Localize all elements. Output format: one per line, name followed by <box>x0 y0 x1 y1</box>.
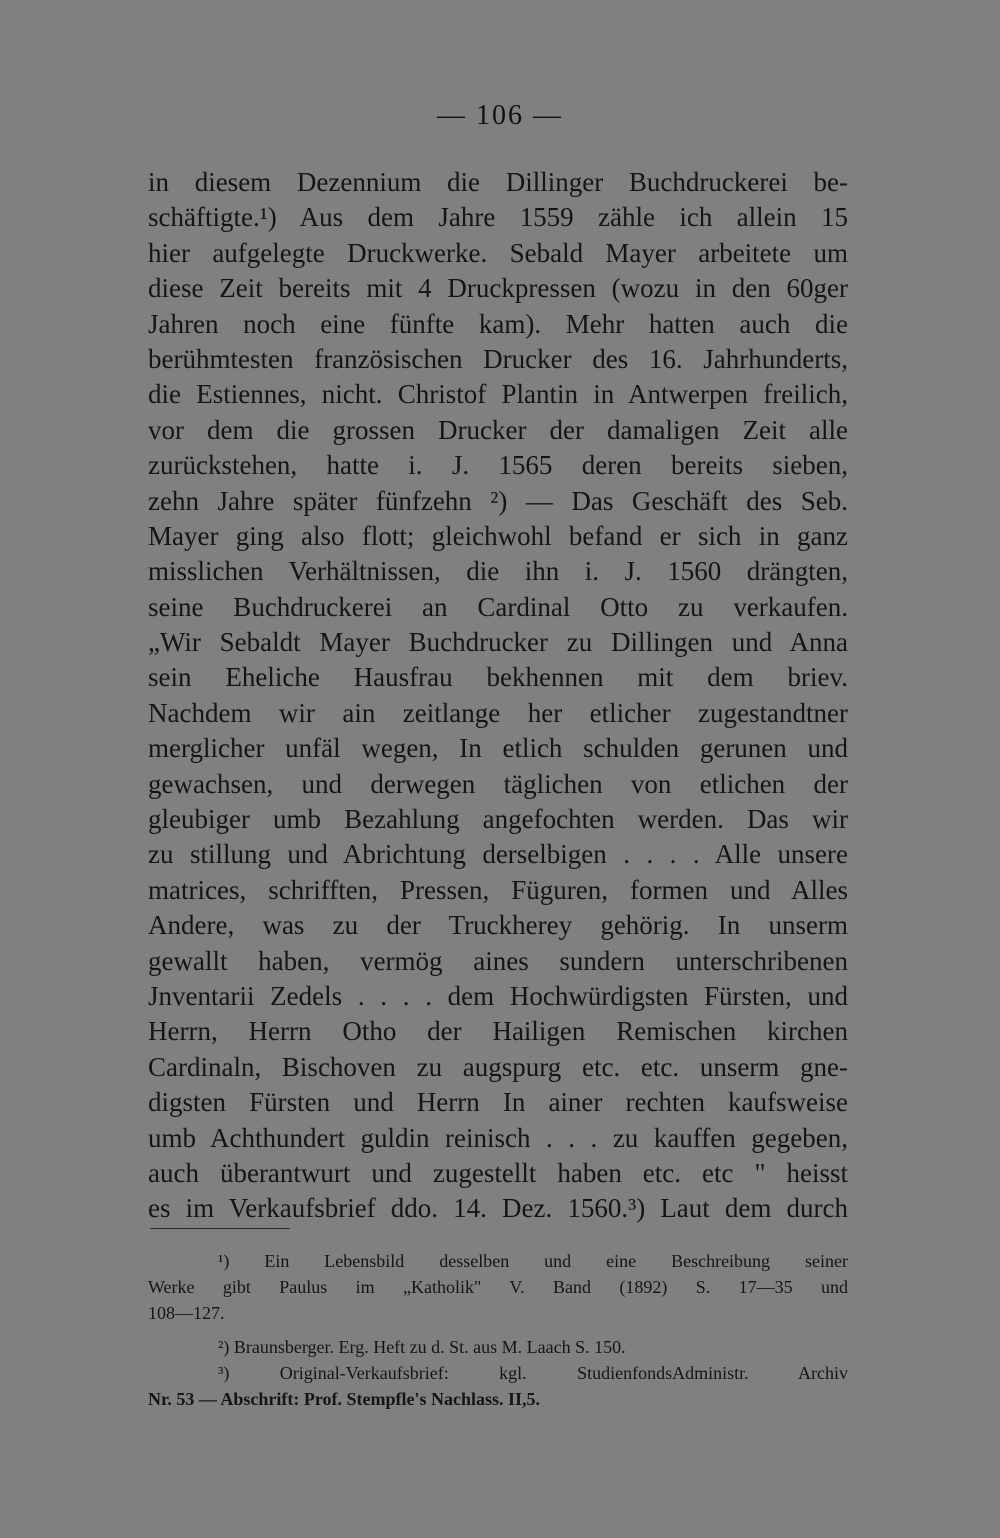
body-line: gewachsen, und derwegen täglichen von etlichen der <box>148 768 848 799</box>
body-line: Cardinaln, Bischoven zu augspurg etc. etc. unserm gne- <box>148 1051 848 1082</box>
body-line: berühmtesten französischen Drucker des 16. Jahrhunderts, <box>148 343 848 374</box>
body-line: digsten Fürsten und Herrn In ainer rechten kaufsweise <box>148 1087 848 1118</box>
body-line: gewallt haben, vermög aines sundern unterschribenen <box>148 945 848 976</box>
body-line: die Estiennes, nicht. Christof Plantin in Antwerpen freilich, <box>148 379 848 410</box>
body-text <box>148 165 848 1227</box>
footnote-3-line: ³) Original-Verkaufsbrief: kgl. StudienfondsAdministr. Archiv <box>218 1363 848 1383</box>
body-line: Jahren noch eine fünfte kam). Mehr hatten auch die <box>148 308 848 339</box>
footnote-1-line: Werke gibt Paulus im „Katholik" V. Band (1892) S. 17—35 und <box>148 1277 848 1297</box>
body-line: diese Zeit bereits mit 4 Druckpressen (wozu in den 60ger <box>148 273 848 304</box>
body-line: seine Buchdruckerei an Cardinal Otto zu verkaufen. <box>148 591 848 622</box>
body-line: auch überantwurt und zugestellt haben etc. etc " heisst <box>148 1157 848 1188</box>
body-line: hier aufgelegte Druckwerke. Sebald Mayer arbeitete um <box>148 237 848 268</box>
body-line: gleubiger umb Bezahlung angefochten werden. Das wir <box>148 804 848 835</box>
footnotes <box>148 1248 848 1412</box>
body-line: in diesem Dezennium die Dillinger Buchdruckerei be- <box>148 167 848 197</box>
body-line: zu stillung und Abrichtung derselbigen . . . . Alle unsere <box>148 839 848 870</box>
body-line: „Wir Sebaldt Mayer Buchdrucker zu Dillingen und Anna <box>148 627 848 658</box>
footnote-1-line: ¹) Ein Lebensbild desselben und eine Beschreibung seiner <box>218 1251 848 1271</box>
body-line: misslichen Verhältnissen, die ihn i. J. 1560 drängten, <box>148 556 848 587</box>
body-line: merglicher unfäl wegen, In etlich schulden gerunen und <box>148 733 848 764</box>
body-line: schäftigte.¹) Aus dem Jahre 1559 zähle ich allein 15 <box>148 202 848 233</box>
body-line: Mayer ging also flott; gleichwohl befand er sich in ganz <box>148 520 848 551</box>
footnote-2: ²) Braunsberger. Erg. Heft zu d. St. aus M. Laach S. 150. <box>218 1337 626 1357</box>
body-line: Nachdem wir ain zeitlange her etlicher zugestandtner <box>148 697 848 728</box>
footnote-3-line: Nr. 53 — Abschrift: Prof. Stempfle's Nachlass. II,5. <box>148 1389 540 1409</box>
body-line: es im Verkaufsbrief ddo. 14. Dez. 1560.³) Laut dem durch <box>148 1193 848 1224</box>
page-number: — 106 — <box>437 100 563 131</box>
body-line: vor dem die grossen Drucker der damaligen Zeit alle <box>148 414 848 445</box>
body-line: matrices, schrifften, Pressen, Füguren, formen und Alles <box>148 874 848 905</box>
body-line: zurückstehen, hatte i. J. 1565 deren bereits sieben, <box>148 450 848 481</box>
body-line: Jnventarii Zedels . . . . dem Hochwürdigsten Fürsten, und <box>148 980 848 1011</box>
body-line: umb Achthundert guldin reinisch . . . zu kauffen gegeben, <box>148 1122 848 1153</box>
footnote-divider <box>150 1228 290 1229</box>
body-line: sein Eheliche Hausfrau bekhennen mit dem briev. <box>148 662 848 693</box>
footnote-1-line: 108—127. <box>148 1303 225 1323</box>
body-line: Herrn, Herrn Otho der Hailigen Remischen kirchen <box>148 1016 848 1047</box>
body-line: zehn Jahre später fünfzehn ²) — Das Geschäft des Seb. <box>148 485 848 516</box>
body-line: Andere, was zu der Truckherey gehörig. In unserm <box>148 910 848 941</box>
